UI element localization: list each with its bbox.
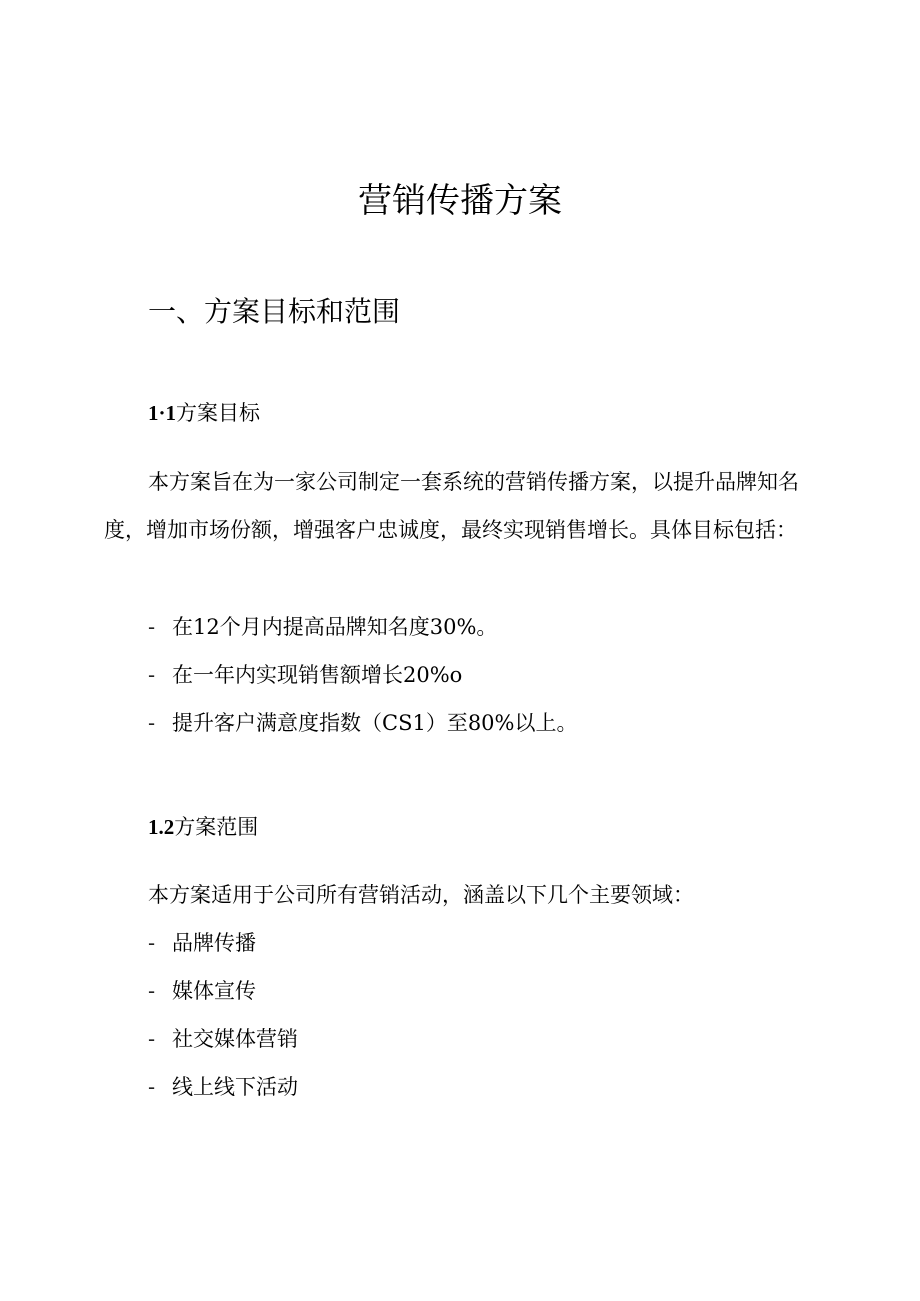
list-item [148,660,462,690]
subsection-number: 1·1 [148,401,177,425]
bullet-marker: - [148,615,156,639]
document-title: 营销传播方案 [358,181,562,221]
list-item [148,976,256,1006]
list-item [148,1072,298,1102]
bullet-marker: - [148,931,156,955]
section-heading: 一、方案目标和范围 [148,295,401,328]
subsection-heading-1-2 [148,812,258,842]
bullet-marker: - [148,1075,156,1099]
bullet-marker: - [148,1027,156,1051]
scope-intro: 本方案适用于公司所有营销活动，涵盖以下几个主要领域： [148,883,694,907]
list-item-text: 在12个月内提高品牌知名度30%。 [172,615,498,639]
list-item-text: 社交媒体营销 [172,1027,298,1051]
bullet-marker: - [148,979,156,1003]
list-item-text: 提升客户满意度指数（CS1）至80%以上。 [172,711,578,735]
bullet-marker: - [148,663,156,687]
list-item-text: 在一年内实现销售额增长20%o [172,663,463,687]
subsection-number: 1.2 [148,815,175,839]
list-item [148,1024,298,1054]
list-item-text: 线上线下活动 [172,1075,298,1099]
bullet-marker: - [148,711,156,735]
subsection-label: 方案目标 [176,401,261,425]
objective-paragraph: 本方案旨在为一家公司制定一套系统的营销传播方案，以提升品牌知名度，增加市场份额，增强客户忠诚度，最终实现销售增长。具体目标包括： [104,470,799,542]
subsection-heading-1-1 [148,398,260,428]
list-item-text: 品牌传播 [172,931,256,955]
subsection-label: 方案范围 [174,815,259,839]
list-item [148,708,578,738]
list-item [148,612,497,642]
list-item [148,928,256,958]
list-item-text: 媒体宣传 [172,979,256,1003]
